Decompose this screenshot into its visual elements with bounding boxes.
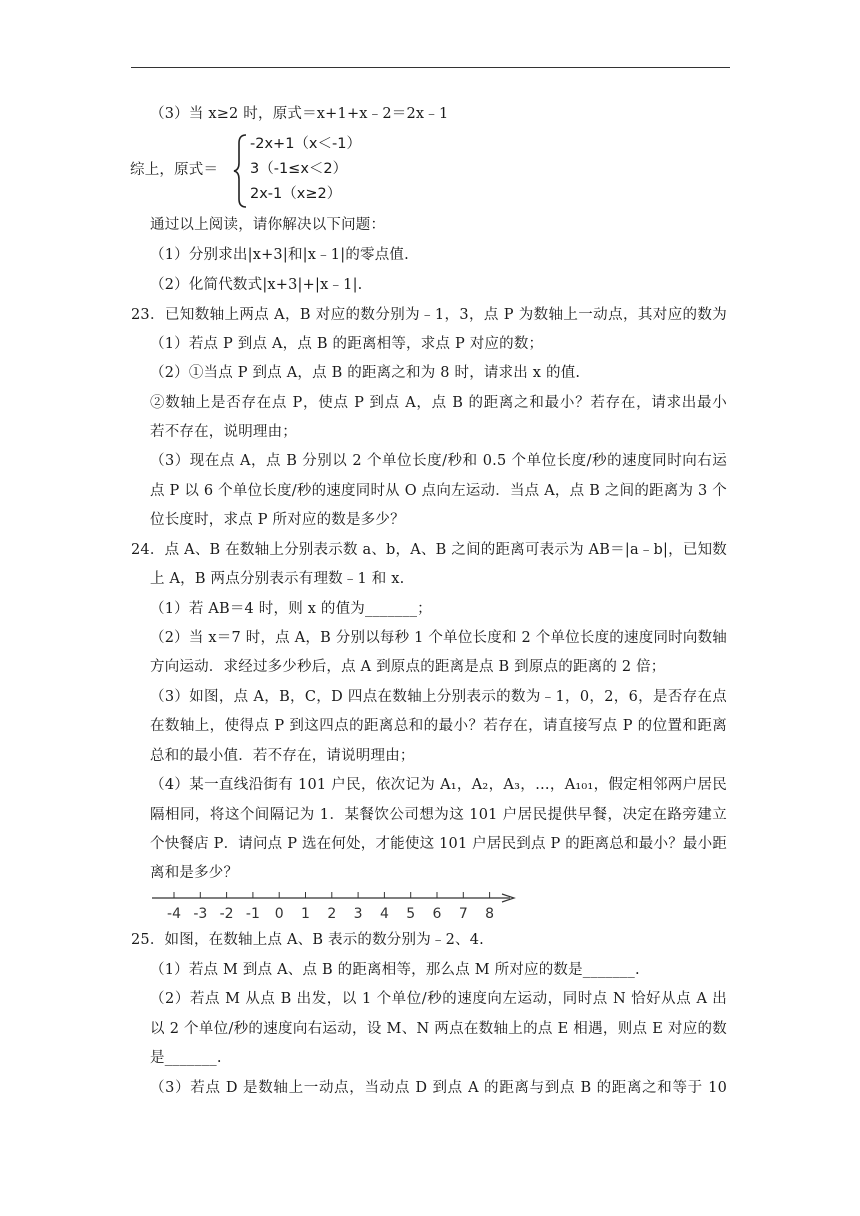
text-line: 上 A，B 两点分别表示有理数﹣1 和 x. — [150, 571, 405, 587]
piecewise-case: 2x-1（x≥2） — [250, 186, 342, 202]
text-line: （3）若点 D 是数轴上一动点，当动点 D 到点 A 的距离与到点 B 的距离之和等于 10 — [150, 1080, 727, 1096]
number-line-tick-label: 1 — [301, 906, 310, 922]
text-line: （2）当 x＝7 时，点 A，B 分别以每秒 1 个单位长度和 2 个单位长度的速度同时向数轴 — [150, 630, 727, 646]
number-line-tick-label: -3 — [193, 906, 208, 922]
text-line: （4）某一直线沿街有 101 户民，依次记为 A₁，A₂，A₃，…，A₁₀₁，假定相邻两户居民 — [150, 777, 727, 793]
text-line: 隔相同，将这个间隔记为 1．某餐饮公司想为这 101 户居民提供早餐，决定在路旁建立 — [150, 807, 727, 823]
piecewise-case: 3（-1≤x＜2） — [250, 161, 348, 177]
number-line-tick-label: 4 — [379, 906, 389, 922]
text-line: （2）若点 M 从点 B 出发，以 1 个单位/秒的速度向左运动，同时点 N 恰好从点 A 出 — [150, 991, 727, 1007]
number-line-tick-label: -1 — [245, 906, 260, 922]
text-line: 以 2 个单位/秒的速度向右运动，设 M、N 两点在数轴上的点 E 相遇，则点 E 对应的数 — [150, 1021, 727, 1037]
text-line: （3）现在点 A，点 B 分别以 2 个单位长度/秒和 0.5 个单位长度/秒的速度同时向右运 — [150, 453, 727, 469]
number-line-tick-label: -4 — [167, 906, 181, 922]
text-line: 点 P 以 6 个单位长度/秒的速度同时从 O 点向左运动．当点 A，点 B 之间的距离为 3 个 — [150, 483, 727, 499]
number-line-tick-label: 7 — [458, 906, 468, 922]
text-line: （3）当 x≥2 时，原式＝x+1+x﹣2＝2x﹣1 — [150, 106, 449, 122]
text-line: （1）若 AB＝4 时，则 x 的值为_______； — [150, 601, 432, 617]
text-line: （2）①当点 P 到点 A，点 B 的距离之和为 8 时，请求出 x 的值. — [150, 365, 581, 381]
number-line-tick-label: 0 — [274, 906, 284, 922]
text-line: 在数轴上，使得点 P 到这四点的距离总和的最小？若存在，请直接写点 P 的位置和距离 — [150, 718, 727, 734]
text-line: 综上，原式＝ — [130, 162, 219, 178]
text-line: （1）分别求出|x+3|和|x﹣1|的零点值. — [150, 247, 409, 263]
text-line: （1）若点 P 到点 A，点 B 的距离相等，求点 P 对应的数； — [150, 336, 544, 352]
question-25-stem: 25．如图，在数轴上点 A、B 表示的数分别为﹣2、4. — [131, 932, 484, 948]
text-line: 方向运动．求经过多少秒后，点 A 到原点的距离是点 B 到原点的距离的 2 倍； — [150, 659, 666, 675]
text-line: ②数轴上是否存在点 P，使点 P 到点 A，点 B 的距离之和最小？若存在，请求出最小 — [150, 395, 727, 411]
question-24-stem: 24．点 A、B 在数轴上分别表示数 a、b，A、B 之间的距离可表示为 AB＝|a﹣b|，已知数 — [131, 542, 727, 558]
number-line-tick-label: -2 — [219, 906, 234, 922]
number-line-figure — [150, 888, 520, 924]
number-line-tick-label: 5 — [406, 906, 416, 922]
number-line-tick-label: 3 — [353, 906, 363, 922]
text-line: （1）若点 M 到点 A、点 B 的距离相等，那么点 M 所对应的数是_______. — [150, 962, 640, 978]
number-line-tick-label: 8 — [485, 906, 495, 922]
question-23-stem: 23．已知数轴上两点 A，B 对应的数分别为﹣1，3，点 P 为数轴上一动点，其对应的数为 — [131, 307, 727, 323]
number-line-tick-label: 2 — [327, 906, 337, 922]
text-line: 是_______. — [150, 1050, 222, 1066]
text-line: （3）如图，点 A，B，C，D 四点在数轴上分别表示的数为﹣1，0，2，6，是否存在点 — [150, 689, 727, 705]
text-line: 离和是多少？ — [150, 865, 239, 881]
piecewise-case: -2x+1（x＜-1） — [250, 136, 361, 152]
number-line-tick-label: 6 — [432, 906, 442, 922]
text-line: 个快餐店 P．请问点 P 选在何处，才能使这 101 户居民到点 P 的距离总和最小？最小距 — [150, 836, 727, 852]
text-line: （2）化简代数式|x+3|+|x﹣1|. — [150, 277, 363, 293]
header-rule — [131, 67, 730, 68]
text-line: 若不存在，说明理由； — [150, 424, 297, 440]
brace-icon — [232, 133, 250, 209]
text-line: 通过以上阅读，请你解决以下问题： — [150, 217, 386, 233]
text-line: 总和的最小值．若不存在，请说明理由； — [150, 748, 415, 764]
text-line: 位长度时，求点 P 所对应的数是多少？ — [150, 512, 405, 528]
